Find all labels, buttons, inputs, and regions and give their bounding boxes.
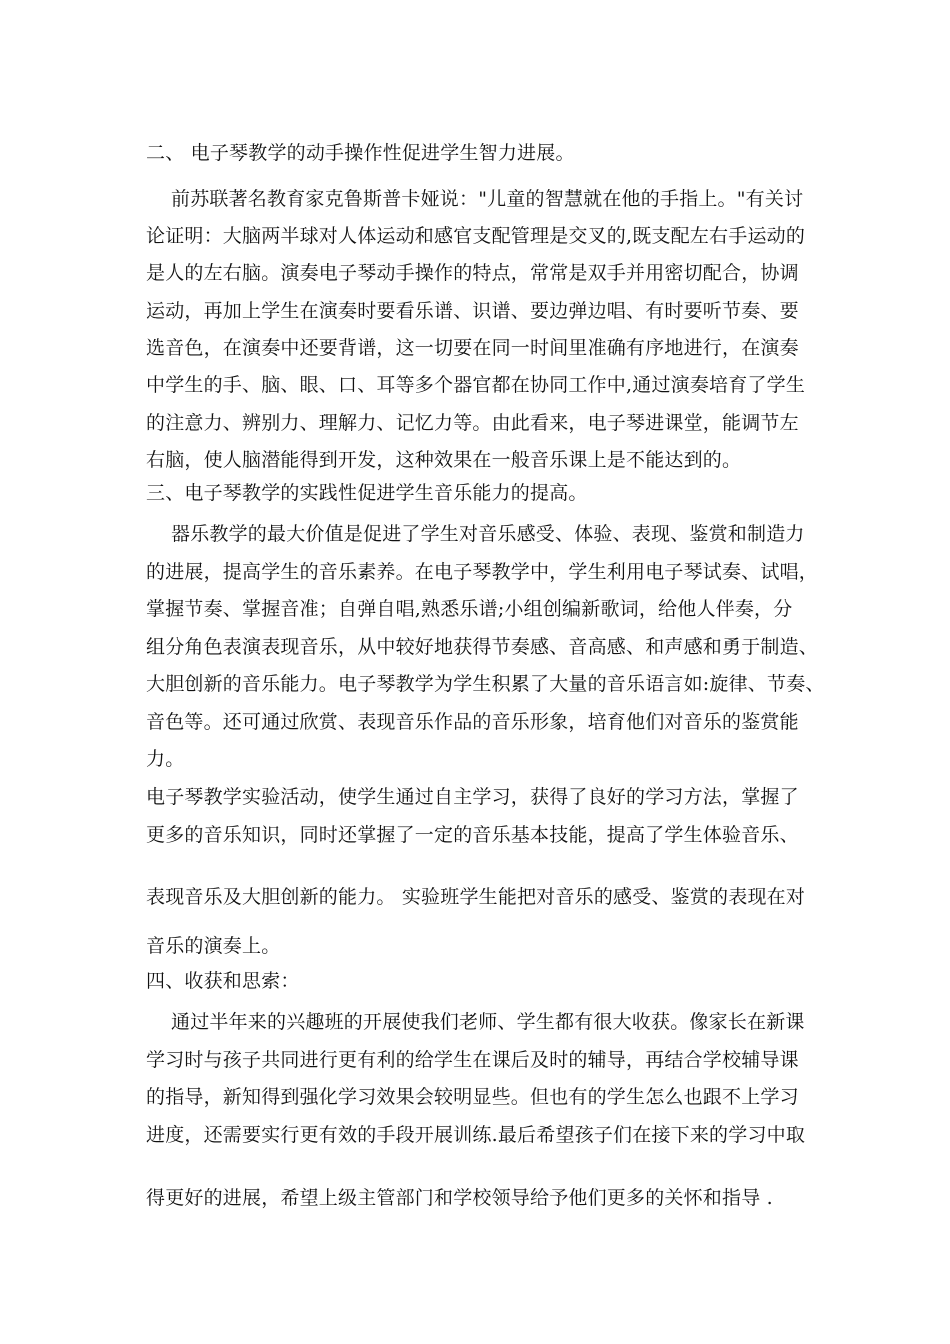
paragraph-line: 组分角色表演表现音乐，从中较好地获得节奏感、音高感、和声感和勇于制造、 — [146, 636, 819, 658]
paragraph-line: 的进展，提高学生的音乐素养。在电子琴教学中，学生利用电子琴试奏、试唱， — [146, 561, 819, 583]
paragraph-line: 学习时与孩子共同进行更有利的给学生在课后及时的辅导，再结合学校辅导课 — [146, 1049, 799, 1071]
paragraph-line: 选音色，在演奏中还要背谱，这一切要在同一时间里准确有序地进行，在演奏 — [146, 337, 799, 359]
section-4-heading: 四、收获和思索： — [146, 970, 300, 992]
paragraph-line: 大胆创新的音乐能力。电子琴教学为学生积累了大量的音乐语言如:旋律、节奏、 — [146, 673, 825, 695]
paragraph-line: 器乐教学的最大价值是促进了学生对音乐感受、体验、表现、鉴赏和制造力 — [171, 523, 805, 545]
paragraph-line: 右脑，使人脑潜能得到开发，这种效果在一般音乐课上是不能达到的。 — [146, 449, 742, 471]
paragraph-line: 音乐的演奏上。 — [146, 935, 281, 957]
paragraph-line: 更多的音乐知识，同时还掌握了一定的音乐基本技能，提高了学生体验音乐、 — [146, 824, 799, 846]
paragraph-line: 通过半年来的兴趣班的开展使我们老师、学生都有很大收获。像家长在新课 — [171, 1011, 805, 1033]
paragraph-line: 是人的左右脑。演奏电子琴动手操作的特点，常常是双手并用密切配合，协调 — [146, 262, 799, 284]
paragraph-line: 的指导，新知得到强化学习效果会较明显些。但也有的学生怎么也跟不上学习 — [146, 1086, 799, 1108]
paragraph-line: 掌握节奏、掌握音准；自弹自唱,熟悉乐谱;小组创编新歌词，给他人伴奏，分 — [146, 598, 793, 620]
section-3-heading: 三、电子琴教学的实践性促进学生音乐能力的提高。 — [146, 482, 588, 504]
paragraph-line: 中学生的手、脑、眼、口、耳等多个器官都在协同工作中,通过演奏培育了学生 — [146, 374, 806, 396]
paragraph-line: 的注意力、辨别力、理解力、记忆力等。由此看来，电子琴进课堂，能调节左 — [146, 412, 799, 434]
paragraph-line: 前苏联著名教育家克鲁斯普卡娅说："儿童的智慧就在他的手指上。"有关讨 — [171, 188, 804, 210]
paragraph-line: 表现音乐及大胆创新的能力。 实验班学生能把对音乐的感受、鉴赏的表现在对 — [146, 886, 806, 908]
paragraph-line: 进度，还需要实行更有效的手段开展训练.最后希望孩子们在接下来的学习中取 — [146, 1124, 806, 1146]
paragraph-line: 力。 — [146, 748, 185, 770]
paragraph-line: 电子琴教学实验活动，使学生通过自主学习，获得了良好的学习方法，掌握了 — [146, 786, 799, 808]
paragraph-line: 得更好的进展，希望上级主管部门和学校领导给予他们更多的关怀和指导 . — [146, 1187, 773, 1209]
paragraph-line: 论证明：大脑两半球对人体运动和感官支配管理是交叉的,既支配左右手运动的 — [146, 225, 806, 247]
paragraph-line: 音色等。还可通过欣赏、表现音乐作品的音乐形象，培育他们对音乐的鉴赏能 — [146, 711, 799, 733]
section-2-heading: 二、 电子琴教学的动手操作性促进学生智力进展。 — [146, 142, 575, 164]
paragraph-line: 运动，再加上学生在演奏时要看乐谱、识谱、要边弹边唱、有时要听节奏、要 — [146, 300, 799, 322]
